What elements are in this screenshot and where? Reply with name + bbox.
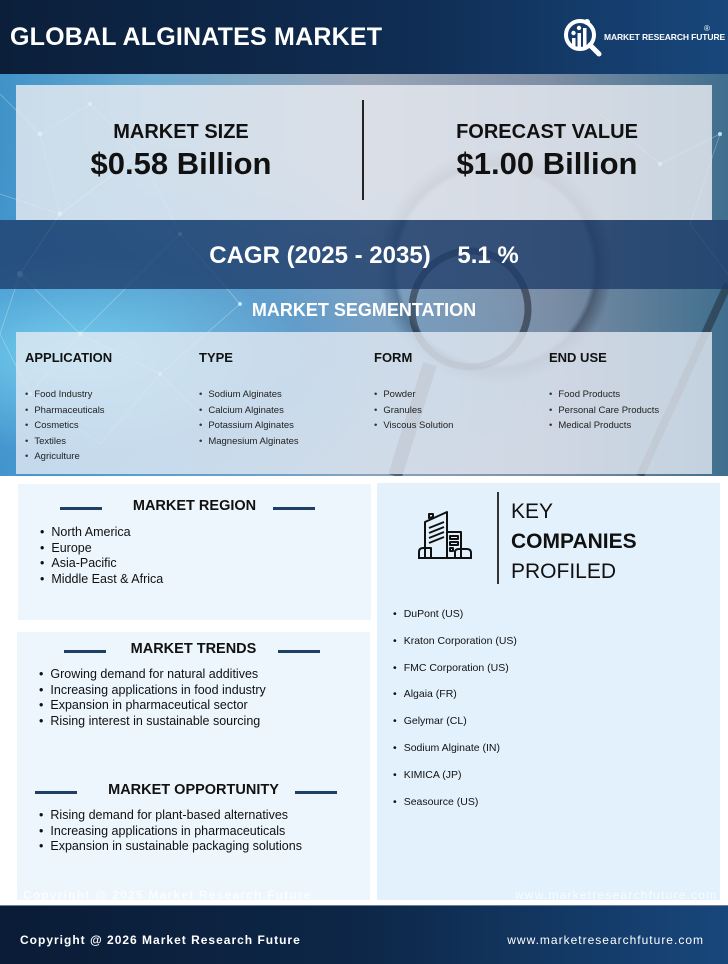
segment-type bbox=[199, 350, 369, 449]
market-size-label: MARKET SIZE bbox=[113, 121, 249, 143]
list-item: • Asia-Pacific bbox=[40, 556, 163, 572]
forecast-value-value: $1.00 Billion bbox=[456, 146, 638, 181]
companies-list bbox=[393, 601, 517, 815]
company-item: • Seasource (US) bbox=[393, 789, 517, 816]
header bbox=[0, 0, 728, 74]
segment-item: • Pharmaceuticals bbox=[25, 403, 195, 419]
segment-item: • Personal Care Products bbox=[549, 403, 719, 419]
list-item: • Rising interest in sustainable sourcing bbox=[39, 714, 266, 730]
market-stats-box bbox=[16, 85, 712, 220]
segment-item: • Agriculture bbox=[25, 449, 195, 465]
list-item: • Growing demand for natural additives bbox=[39, 667, 266, 683]
heading-line-right bbox=[295, 791, 337, 794]
registered-mark: ® bbox=[704, 24, 710, 33]
market-trends-heading bbox=[17, 641, 370, 661]
segmentation-box bbox=[16, 332, 712, 474]
company-item: • Kraton Corporation (US) bbox=[393, 628, 517, 655]
market-trends-title: MARKET TRENDS bbox=[130, 641, 257, 657]
segment-item: • Food Industry bbox=[25, 387, 195, 403]
stats-divider bbox=[362, 100, 364, 200]
forecast-value-label: FORECAST VALUE bbox=[456, 121, 638, 143]
company-item: • FMC Corporation (US) bbox=[393, 655, 517, 682]
watermark-url: www.marketresearchfuture.com bbox=[515, 888, 718, 902]
segment-item: • Medical Products bbox=[549, 418, 719, 434]
segmentation-title: MARKET SEGMENTATION bbox=[251, 300, 477, 320]
forecast-value-stat bbox=[382, 121, 712, 182]
market-size-stat bbox=[16, 121, 346, 182]
segment-heading: END USE bbox=[549, 350, 607, 365]
segment-item: • Cosmetics bbox=[25, 418, 195, 434]
segment-end-use bbox=[549, 350, 719, 434]
title-line-key: KEY bbox=[511, 500, 554, 523]
company-item: • Algaia (FR) bbox=[393, 681, 517, 708]
market-size-value: $0.58 Billion bbox=[90, 146, 272, 181]
market-opportunity-heading bbox=[17, 782, 370, 802]
watermark-copyright: Copyright @ 2025 Market Research Future bbox=[23, 888, 312, 902]
segment-heading: FORM bbox=[374, 350, 413, 365]
trends-list bbox=[39, 667, 266, 729]
market-region-panel bbox=[18, 484, 371, 620]
footer-copyright: Copyright @ 2026 Market Research Future bbox=[20, 933, 301, 947]
hero-section bbox=[0, 74, 728, 476]
cagr-text: CAGR (2025 - 2035) 5.1 % bbox=[209, 242, 519, 269]
list-item: • Europe bbox=[40, 541, 163, 557]
segment-item: • Calcium Alginates bbox=[199, 403, 369, 419]
companies-divider bbox=[497, 492, 499, 584]
heading-line-right bbox=[278, 650, 320, 653]
segment-item: • Textiles bbox=[25, 434, 195, 450]
list-item: • Expansion in sustainable packaging solutions bbox=[39, 839, 302, 855]
segment-item: • Magnesium Alginates bbox=[199, 434, 369, 450]
logo-text: MARKET RESEARCH FUTURE bbox=[604, 32, 726, 42]
list-item: • Increasing applications in food industry bbox=[39, 683, 266, 699]
segment-item: • Food Products bbox=[549, 387, 719, 403]
company-item: • Sodium Alginate (IN) bbox=[393, 735, 517, 762]
market-region-title: MARKET REGION bbox=[132, 498, 257, 514]
segment-item: • Viscous Solution bbox=[374, 418, 544, 434]
list-item: • North America bbox=[40, 525, 163, 541]
segment-form bbox=[374, 350, 544, 434]
segment-heading: APPLICATION bbox=[25, 350, 113, 365]
list-item: • Increasing applications in pharmaceuticals bbox=[39, 824, 302, 840]
list-item: • Middle East & Africa bbox=[40, 572, 163, 588]
building-icon bbox=[417, 508, 473, 562]
segment-item: • Sodium Alginates bbox=[199, 387, 369, 403]
company-item: • DuPont (US) bbox=[393, 601, 517, 628]
segment-item: • Potassium Alginates bbox=[199, 418, 369, 434]
key-companies-panel bbox=[377, 483, 720, 900]
footer bbox=[0, 905, 728, 964]
opportunity-list bbox=[39, 808, 302, 855]
cagr-band bbox=[0, 220, 728, 289]
market-trends-panel bbox=[17, 632, 370, 900]
logo-magnifier-chart-icon bbox=[562, 16, 606, 58]
heading-line-right bbox=[273, 507, 315, 510]
page-title: GLOBAL ALGINATES MARKET bbox=[10, 23, 383, 51]
company-item: • Gelymar (CL) bbox=[393, 708, 517, 735]
title-line-companies: COMPANIES bbox=[511, 530, 637, 553]
market-region-heading bbox=[18, 498, 371, 518]
segment-item: • Powder bbox=[374, 387, 544, 403]
title-line-profiled: PROFILED bbox=[511, 560, 617, 583]
company-item: • KIMICA (JP) bbox=[393, 762, 517, 789]
list-item: • Rising demand for plant-based alternatives bbox=[39, 808, 302, 824]
segment-application bbox=[25, 350, 195, 465]
key-companies-title bbox=[511, 497, 637, 587]
mrf-logo[interactable] bbox=[562, 16, 726, 58]
segment-heading: TYPE bbox=[199, 350, 233, 365]
footer-website-link[interactable]: www.marketresearchfuture.com bbox=[507, 933, 704, 947]
segment-item: • Granules bbox=[374, 403, 544, 419]
region-list bbox=[40, 525, 163, 587]
list-item: • Expansion in pharmaceutical sector bbox=[39, 698, 266, 714]
market-opportunity-title: MARKET OPPORTUNITY bbox=[108, 782, 279, 798]
